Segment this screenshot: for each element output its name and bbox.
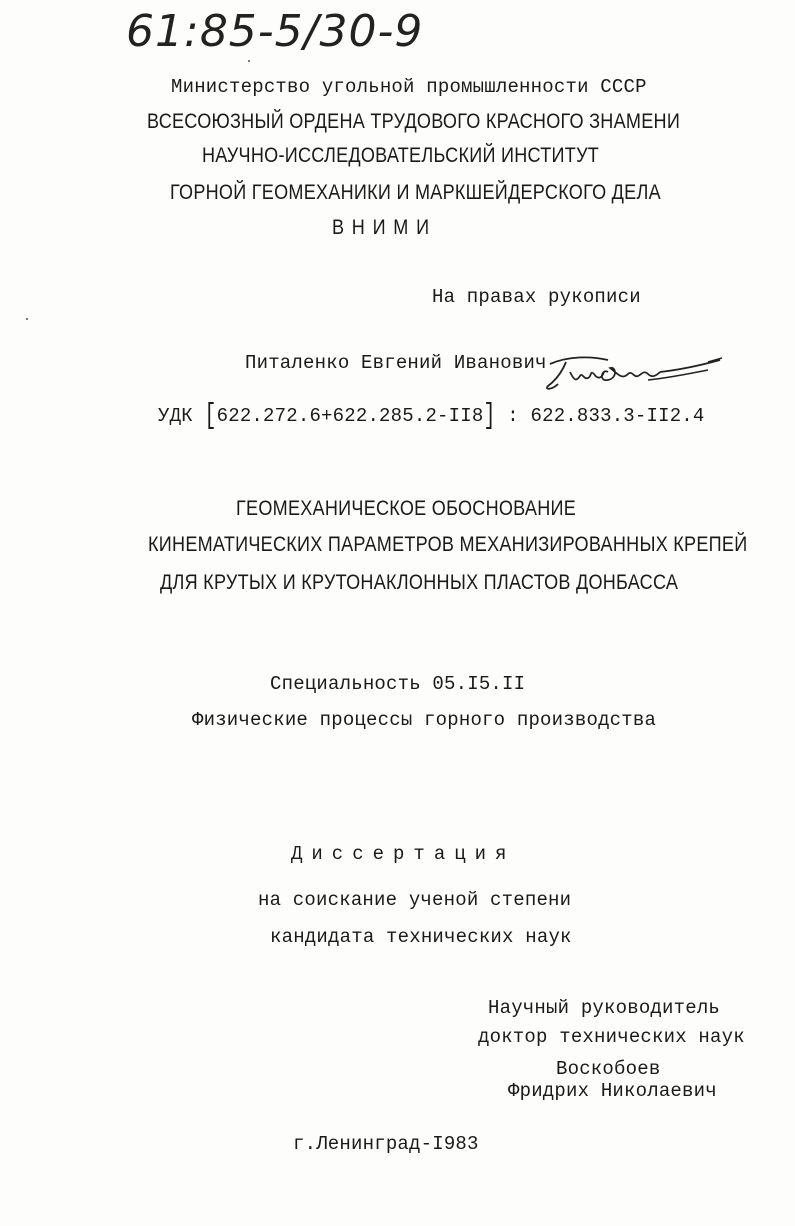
dissertation-degree-field: кандидата технических наук bbox=[270, 926, 572, 948]
udc-codes: 622.272.6+622.285.2-II8 bbox=[216, 405, 484, 427]
author-signature bbox=[538, 350, 728, 400]
title-line-1: ГЕОМЕХАНИЧЕСКОЕ ОБОСНОВАНИЕ bbox=[236, 497, 577, 520]
title-line-2: КИНЕМАТИЧЕСКИХ ПАРАМЕТРОВ МЕХАНИЗИРОВАННЫХ КРЕПЕЙ bbox=[148, 533, 748, 556]
ministry-line: Министерство угольной промышленности СССР bbox=[171, 76, 647, 98]
dissertation-word: Диссертация bbox=[291, 843, 516, 865]
supervisor-given-names: Фридрих Николаевич bbox=[508, 1080, 717, 1102]
institute-line-1: ВСЕСОЮЗНЫЙ ОРДЕНА ТРУДОВОГО КРАСНОГО ЗНАМЕНИ bbox=[147, 110, 681, 133]
place-year: г.Ленинград-I983 bbox=[293, 1133, 479, 1155]
title-line-3: ДЛЯ КРУТЫХ И КРУТОНАКЛОННЫХ ПЛАСТОВ ДОНБАССА bbox=[160, 571, 679, 594]
udc-prefix: УДК bbox=[158, 405, 193, 427]
institute-abbreviation: ВНИМИ bbox=[332, 216, 437, 239]
manuscript-note: На правах рукописи bbox=[432, 286, 641, 308]
institute-line-2: НАУЧНО-ИССЛЕДОВАТЕЛЬСКИЙ ИНСТИТУТ bbox=[202, 144, 600, 167]
institute-line-3: ГОРНОЙ ГЕОМЕХАНИКИ И МАРКШЕЙДЕРСКОГО ДЕЛА bbox=[170, 181, 661, 204]
specialty-label: Специальность 05.I5.II bbox=[270, 673, 526, 695]
archive-stamp: 61:85-5/30-9 bbox=[126, 6, 424, 57]
supervisor-role: Научный руководитель bbox=[488, 997, 721, 1019]
specialty-name: Физические процессы горного производства bbox=[192, 709, 657, 731]
supervisor-degree: доктор технических наук bbox=[478, 1026, 745, 1048]
udc-bracket-open: [ bbox=[204, 399, 217, 434]
dissertation-degree-line: на соискание ученой степени bbox=[258, 889, 572, 911]
scan-speck bbox=[248, 60, 250, 62]
udc-suffix: : 622.833.3-II2.4 bbox=[507, 405, 705, 427]
author-name: Питаленко Евгений Иванович bbox=[245, 352, 547, 374]
scan-speck bbox=[26, 318, 28, 320]
supervisor-surname: Воскобоев bbox=[556, 1058, 661, 1080]
udc-line bbox=[158, 399, 705, 434]
udc-bracket-close: ] bbox=[483, 399, 496, 434]
